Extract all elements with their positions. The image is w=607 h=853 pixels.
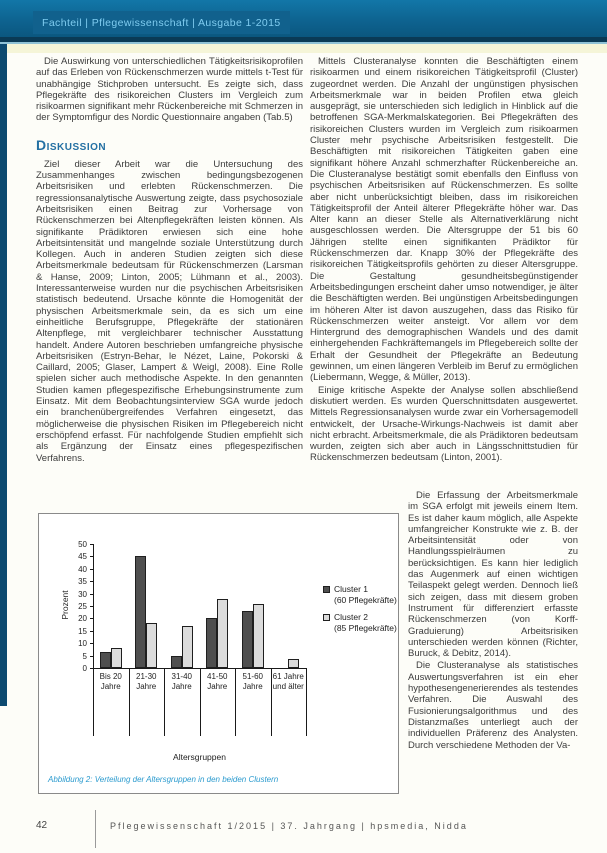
paragraph: Einige kritische Aspekte der Analyse sollen abschließend diskutiert werden. Es wurden Querschnittsdaten ausgewertet. Mittels Regressionsanalysen wurde zwar ein Vorhersagemodell entwickelt, der Ursache-Wirkungs-Nachweis ist damit aber nicht erbracht. Arbeitsmerkmale, die als Prädiktoren bedeutsam wurden, zeigten sich aber auch in Längsschnittstudien für Rückenschmerzen bedeutsam (Linton, 2001).	[310, 384, 578, 464]
y-tick-label: 35	[78, 577, 87, 587]
bar-cluster-1	[135, 556, 146, 668]
bar-cluster-2	[217, 599, 228, 668]
x-tick-label: 31-40 Jahre	[171, 672, 192, 691]
x-tick-label: Bis 20 Jahre	[99, 672, 122, 691]
right-column-narrow	[408, 490, 578, 751]
y-tick-label: 25	[78, 602, 87, 611]
y-tick-label: 40	[78, 564, 87, 574]
y-tick	[90, 643, 93, 644]
x-tick-label: 61 Jahre und älter	[272, 672, 304, 691]
left-column	[36, 56, 303, 464]
bar-cluster-1	[171, 656, 182, 668]
header-bar	[0, 0, 607, 37]
y-tick-label: 50	[78, 540, 87, 549]
y-tick	[90, 569, 93, 570]
x-tick-label: 21-30 Jahre	[136, 672, 157, 691]
legend-swatch-icon	[323, 586, 330, 593]
y-tick-label: 15	[78, 626, 87, 636]
x-axis-title: Altersgruppen	[173, 752, 226, 762]
paragraph: Die Auswirkung von unterschiedlichen Tätigkeitsrisikoprofilen auf das Erleben von Rückenschmerzen wurde mittels t-Test für unabhängige Stichproben untersucht. Es zeigte sich, dass Pflegekräfte des risikoreichen Clusters im Vergleich zum risikoarmen signifikant mehr Rückenbereiche mit Schmerzen in der Symptomfigur des Nordic Questionnaire angaben (Tab.5)	[36, 56, 303, 124]
bar-chart	[39, 514, 398, 793]
x-tick-label: 51-60 Jahre	[242, 672, 263, 691]
legend-swatch-icon	[323, 614, 330, 621]
y-tick	[90, 606, 93, 607]
legend-label: Cluster 2 (85 Pflegekräfte)	[334, 612, 397, 633]
x-tick-label: 41-50 Jahre	[207, 672, 228, 691]
y-tick-label: 5	[82, 651, 87, 661]
legend-entry	[323, 612, 397, 633]
right-column	[310, 56, 578, 464]
figure-box	[38, 513, 399, 794]
header-cream-band	[0, 44, 607, 53]
y-tick	[90, 656, 93, 657]
breadcrumb	[33, 11, 290, 34]
paragraph: Die Erfassung der Arbeitsmerkmale im SGA erfolgt mit jeweils einem Item. Es ist daher kaum möglich, alle Aspekte umfangreicher Konstrukte wie z. B. der Arbeitsintensität oder von Handlungsspielräumen zu berücksichtigen. Es kann hier lediglich das Augenmerk auf einen wichtigen Teilaspekt gelegt werden. Dennoch ließ sich zeigen, dass mit diesem groben Instrument für differenziert erfasste Rückenschmerzen (von Korff-Graduierung) Arbeitsrisiken unterschieden werden können (Richter, Buruck, & Debitz, 2014).	[408, 490, 578, 660]
page-number: 42	[36, 820, 48, 831]
y-tick-label: 20	[78, 614, 87, 624]
chart-legend	[323, 584, 397, 640]
journal-line: Pflegewissenschaft 1/2015 | 37. Jahrgang | hpsmedia, Nidda	[110, 821, 468, 831]
y-tick-label: 0	[82, 664, 87, 673]
paragraph: Ziel dieser Arbeit war die Untersuchung des Zusammenhanges zwischen bedingungsbezogenen Arbeitsrisiken und erlebten Rückenschmerzen. Die regressionsanalytische Auswertung zeigte, dass psychosoziale Arbeitsrisiken einen Beitrag zur Vorhersage von Rückenschmerzen bei Altenpflegekräften leisten können. Als signifikante Prädiktoren erwiesen sich eine hohe Arbeitsintensität und mangelnde soziale Unterstützung durch Kollegen. Auch in anderen Studien zeigten sich diese Arbeitsmerkmale bedeutsam für Rückenschmerzen (Larsman & Hanse, 2009; Linton, 2005; Lühmann et al., 2003). Interessanterweise wurden nur die psychischen Arbeitsrisiken statistisch bedeutend. Ursache könnte die Homogenität der physischen Arbeitsmerkmale sein, da es sich um eine einheitliche Berufsgruppe, Pflegekräfte der stationären Altenpflege, mit vergleichbarer technischer Ausstattung handelt. Andere Autoren beschrieben umfangreiche physische Arbeitsrisiken (Estryn-Behar, le Nézet, Laine, Pokorski & Caillard, 2005; Glaser, Lampert & Weigl, 2008). Eine Rolle spielen sicher auch methodische Aspekte. In den genannten Studien kamen pflegespezifische Erhebungsinstrumente zum Einsatz. Mit dem Beobachtungsinterview SGA wurde jedoch ein branchenübergreifendes Verfahren eingesetzt, das möglicherweise die physischen Risiken im Pflegebereich nicht erschöpfend erfasst. Für nachfolgende Studien empfiehlt sich als Ergänzung der Einsatz eines pflegespezifischen Verfahrens.	[36, 158, 303, 464]
y-tick	[90, 544, 93, 545]
y-tick	[90, 631, 93, 632]
y-tick-label: 45	[78, 552, 87, 562]
y-tick-label: 30	[78, 589, 87, 599]
y-tick-label: 10	[78, 639, 87, 649]
bar-cluster-2	[146, 623, 157, 668]
bar-cluster-2	[111, 648, 122, 668]
section-heading-diskussion: Diskussion	[36, 136, 107, 153]
y-axis-line	[93, 544, 94, 668]
y-tick	[90, 581, 93, 582]
bar-cluster-1	[206, 618, 217, 668]
bar-cluster-2	[253, 604, 264, 668]
left-accent-bar	[0, 44, 7, 706]
bar-cluster-2	[182, 626, 193, 668]
footer-divider	[95, 810, 96, 848]
bar-cluster-1	[100, 652, 111, 668]
figure-caption: Abbildung 2: Verteilung der Altersgruppen in den beiden Clustern	[48, 775, 279, 784]
paragraph: Die Clusteranalyse als statistisches Auswertungsverfahren ist ein eher hypothesengenerierendes als testendes Verfahren. Die Auswahl des Fusionierungsalgorithmus und des Distanzmaßes unterliegt auch der individuellen Präferenz des Analysten. Durch verschiedene Methoden der Va-	[408, 660, 578, 751]
legend-label: Cluster 1 (60 Pflegekräfte)	[334, 584, 397, 605]
y-tick	[90, 618, 93, 619]
y-tick	[90, 594, 93, 595]
bar-cluster-2	[288, 659, 299, 668]
breadcrumb-text: Fachteil | Pflegewissenschaft | Ausgabe 1-2015	[42, 17, 281, 29]
legend-entry	[323, 584, 397, 605]
category-separator	[306, 668, 307, 736]
paragraph: Mittels Clusteranalyse konnten die Beschäftigten einem risikoarmen und einem risikoreichen Tätigkeitsprofil (Cluster) zugeordnet werden. Die Anzahl der ungünstigen physischen Arbeitsmerkmale war in beiden Profilen etwa gleich ausgeprägt, sie unterschieden sich lediglich in Hinblick auf die betroffenen SGA-Merkmalskategorien. Bei Pflegekräften des risikoreichen Clusters wurden im Vergleich zum risikoarmen Cluster mehr psychische Arbeitsrisiken festgestellt. Die Beschäftigten mit risikoreichen Tätigkeiten gaben eine signifikant höhere Anzahl schmerzhafter Rückenbereiche an. Die Clusteranalyse bestätigt somit ebenfalls den Einfluss von psychischen Arbeitsrisiken auf Rückenschmerzen. Es sollte aber nicht unberücksichtigt bleiben, dass im risikoreichen Tätigkeitsprofil der Anteil älterer Pflegekräfte höher war. Das Alter kann an dieser Stelle als Alternativerklärung nicht ausgeschlossen werden. Die Altersgruppe der 51 bis 60 Jährigen stellte einen signifikanten Prädiktor für Rückenschmerzen dar. Knapp 30% der Pflegekräfte des risikoreichen Tätigkeitsprofils gehörten zu dieser Altersgruppe. Die Gestaltung gesundheitsbegünstigender Arbeitsbedingungen erscheint daher umso notwendiger, je älter die Beschäftigten werden. Bei ungünstigen Arbeitsbedingungen im höheren Alter ist davon auszugehen, dass das Risiko für Rückenschmerzen weiter ansteigt. Vor allem vor dem Hintergrund des demographischen Wandels und des damit einhergehenden Fachkräftemangels im Pflegebereich sollte der Erhalt der Gesundheit der Pflegekräfte an Bedeutung gewinnen, um einen längeren Verbleib im Beruf zu ermöglichen (Liebermann, Wegge, & Müller, 2013).	[310, 56, 578, 384]
bar-cluster-1	[242, 611, 253, 668]
y-axis-title: Prozent	[60, 590, 70, 620]
y-tick	[90, 556, 93, 557]
